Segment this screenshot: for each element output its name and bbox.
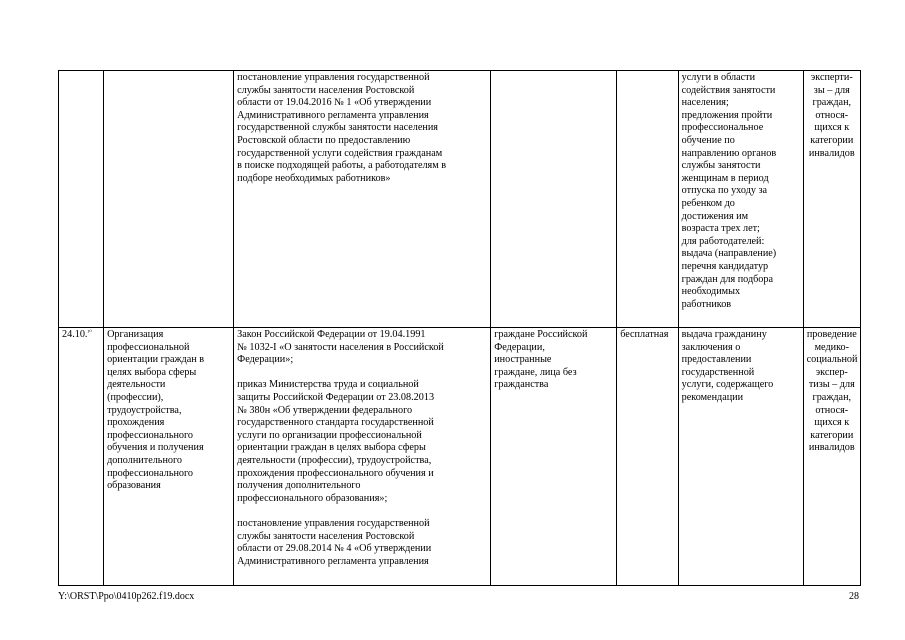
text-line: населения; — [681, 97, 729, 109]
text-line: гражданства — [494, 379, 549, 391]
text-line: щихся к — [814, 122, 850, 134]
text-line: обучение по — [681, 134, 735, 146]
text-line: иностранные — [494, 354, 552, 366]
text-line: граждане Российской — [494, 329, 588, 340]
text-line: инвалидов — [808, 147, 855, 159]
footnote-mark: ¹⁰ — [87, 330, 92, 336]
text-line: граждан для подбора — [681, 273, 774, 285]
services-table — [58, 70, 861, 586]
text-line: возраста трех лет; — [681, 223, 760, 235]
text-line: (профессии), — [107, 391, 164, 403]
text-line: тизы – для — [808, 379, 855, 391]
text-line: государственной услуги содействия гражданам — [237, 147, 443, 159]
text-line: деятельности — [107, 379, 166, 391]
cell-recipients — [491, 328, 617, 586]
text-line: работников — [681, 298, 732, 310]
text-line: содействия занятости — [681, 84, 776, 96]
text-line: защиты Российской Федерации от 23.08.2013 — [237, 391, 435, 403]
text-line: выдача (направление) — [681, 248, 777, 260]
text-line: Федерации, — [494, 341, 545, 353]
text-line: рекомендации — [681, 391, 744, 403]
text-line: постановление управления государственной — [237, 517, 430, 529]
text-line: обучения и получения — [107, 442, 204, 454]
text-line: целях выбора сферы — [107, 366, 197, 378]
text-line: прохождения профессионального обучения и — [237, 467, 434, 479]
cell-result — [678, 328, 803, 586]
text-line: Административного регламента управления — [237, 109, 429, 121]
text-line: граждан, — [812, 391, 852, 403]
text-line: приказ Министерства труда и социальной — [237, 379, 419, 391]
text-line: женщинам в период — [681, 172, 769, 184]
text-line: социальной — [806, 354, 858, 366]
text-line: категории — [810, 134, 854, 146]
law-block — [237, 329, 487, 367]
text-line: области от 19.04.2016 № 1 «Об утверждении — [237, 97, 432, 109]
cell-payment — [617, 71, 678, 328]
text-line: относя- — [815, 109, 849, 121]
cell-extra — [803, 328, 860, 586]
text-line: инвалидов — [808, 442, 855, 454]
text-line: граждане, лица без — [494, 366, 577, 378]
text-line: предложения пройти — [681, 109, 773, 121]
text-line: деятельности (профессии), трудоустройства, — [237, 454, 432, 466]
cell-recipients — [491, 71, 617, 328]
text-line: № 380н «Об утверждении федерального — [237, 404, 413, 416]
document-path: Y:\ORST\Ppo\0410p262.f19.docx — [58, 591, 195, 602]
text-line: Административного регламента управления — [237, 555, 429, 567]
text-line: Закон Российской Федерации от 19.04.1991 — [237, 329, 426, 340]
text-line: Организация — [107, 329, 164, 340]
cell-name — [104, 328, 234, 586]
text-line: государственного стандарта государственной — [237, 417, 434, 429]
text-line: перечня кандидатур — [681, 260, 769, 272]
text-line: медико- — [814, 341, 849, 353]
text-line: достижения им — [681, 210, 749, 222]
text-line: эксперти- — [810, 72, 853, 83]
text-line: услуги по организации профессиональной — [237, 429, 422, 441]
text-line: категории — [810, 429, 854, 441]
text-line: профессионального — [107, 467, 194, 479]
text-line: граждан, — [812, 97, 852, 109]
text-line: области от 29.08.2014 № 4 «Об утверждении — [237, 543, 432, 555]
text-line: службы занятости — [681, 160, 761, 172]
text-line: относя- — [815, 404, 849, 416]
text-line: необходимых — [681, 286, 741, 298]
text-line: отпуска по уходу за — [681, 185, 768, 197]
text-line: выдача гражданину — [681, 329, 767, 340]
table-row-continued — [59, 71, 861, 328]
text-line: службы занятости населения Ростовской — [237, 84, 415, 96]
text-line: профессиональной — [107, 341, 190, 353]
text-line: зы – для — [813, 84, 850, 96]
text-line: профессионального образования»; — [237, 492, 388, 504]
table-row-24-10 — [59, 328, 861, 586]
text-line: трудоустройства, — [107, 404, 182, 416]
cell-number — [59, 71, 104, 328]
text-line: проведение — [806, 329, 857, 340]
text-line: дополнительного — [107, 454, 183, 466]
cell-legal-basis — [234, 71, 491, 328]
text-line: услуги в области — [681, 72, 756, 83]
text-line: профессионального — [107, 429, 194, 441]
text-line: направлению органов — [681, 147, 777, 159]
row-number: 24.10. — [62, 329, 88, 340]
text-line: профессиональное — [681, 122, 764, 134]
text-line: образования — [107, 480, 161, 492]
cell-result — [678, 71, 803, 328]
cell-name — [104, 71, 234, 328]
text-line: для работодателей: — [681, 235, 765, 247]
text-line: получения дополнительного — [237, 480, 361, 492]
text-line: экспер- — [815, 366, 848, 378]
order-block — [237, 379, 487, 505]
text-line: прохождения — [107, 417, 165, 429]
cell-extra — [803, 71, 860, 328]
text-line: щихся к — [814, 417, 850, 429]
cell-number — [59, 328, 104, 586]
cell-payment: бесплатная — [617, 328, 678, 586]
text-line: постановление управления государственной — [237, 72, 430, 83]
decree-block — [237, 518, 487, 568]
text-line: государственной — [681, 366, 755, 378]
page-number: 28 — [849, 591, 859, 602]
text-line: ребенком до — [681, 197, 735, 209]
text-line: ориентации граждан в — [107, 354, 205, 366]
text-line: Федерации»; — [237, 354, 294, 366]
text-line: предоставлении — [681, 354, 752, 366]
text-line: в поиске подходящей работы, а работодателям в — [237, 160, 447, 172]
text-line: заключения о — [681, 341, 741, 353]
text-line: государственной службы занятости населения — [237, 122, 438, 134]
cell-legal-basis — [234, 328, 491, 586]
text-line: подборе необходимых работников» — [237, 172, 391, 184]
text-line: № 1032-I «О занятости населения в Российской — [237, 341, 444, 353]
text-line: Ростовской области по предоставлению — [237, 134, 411, 146]
text-line: ориентации граждан в целях выбора сферы — [237, 442, 426, 454]
text-line: услуги, содержащего — [681, 379, 774, 391]
text-line: службы занятости населения Ростовской — [237, 530, 415, 542]
